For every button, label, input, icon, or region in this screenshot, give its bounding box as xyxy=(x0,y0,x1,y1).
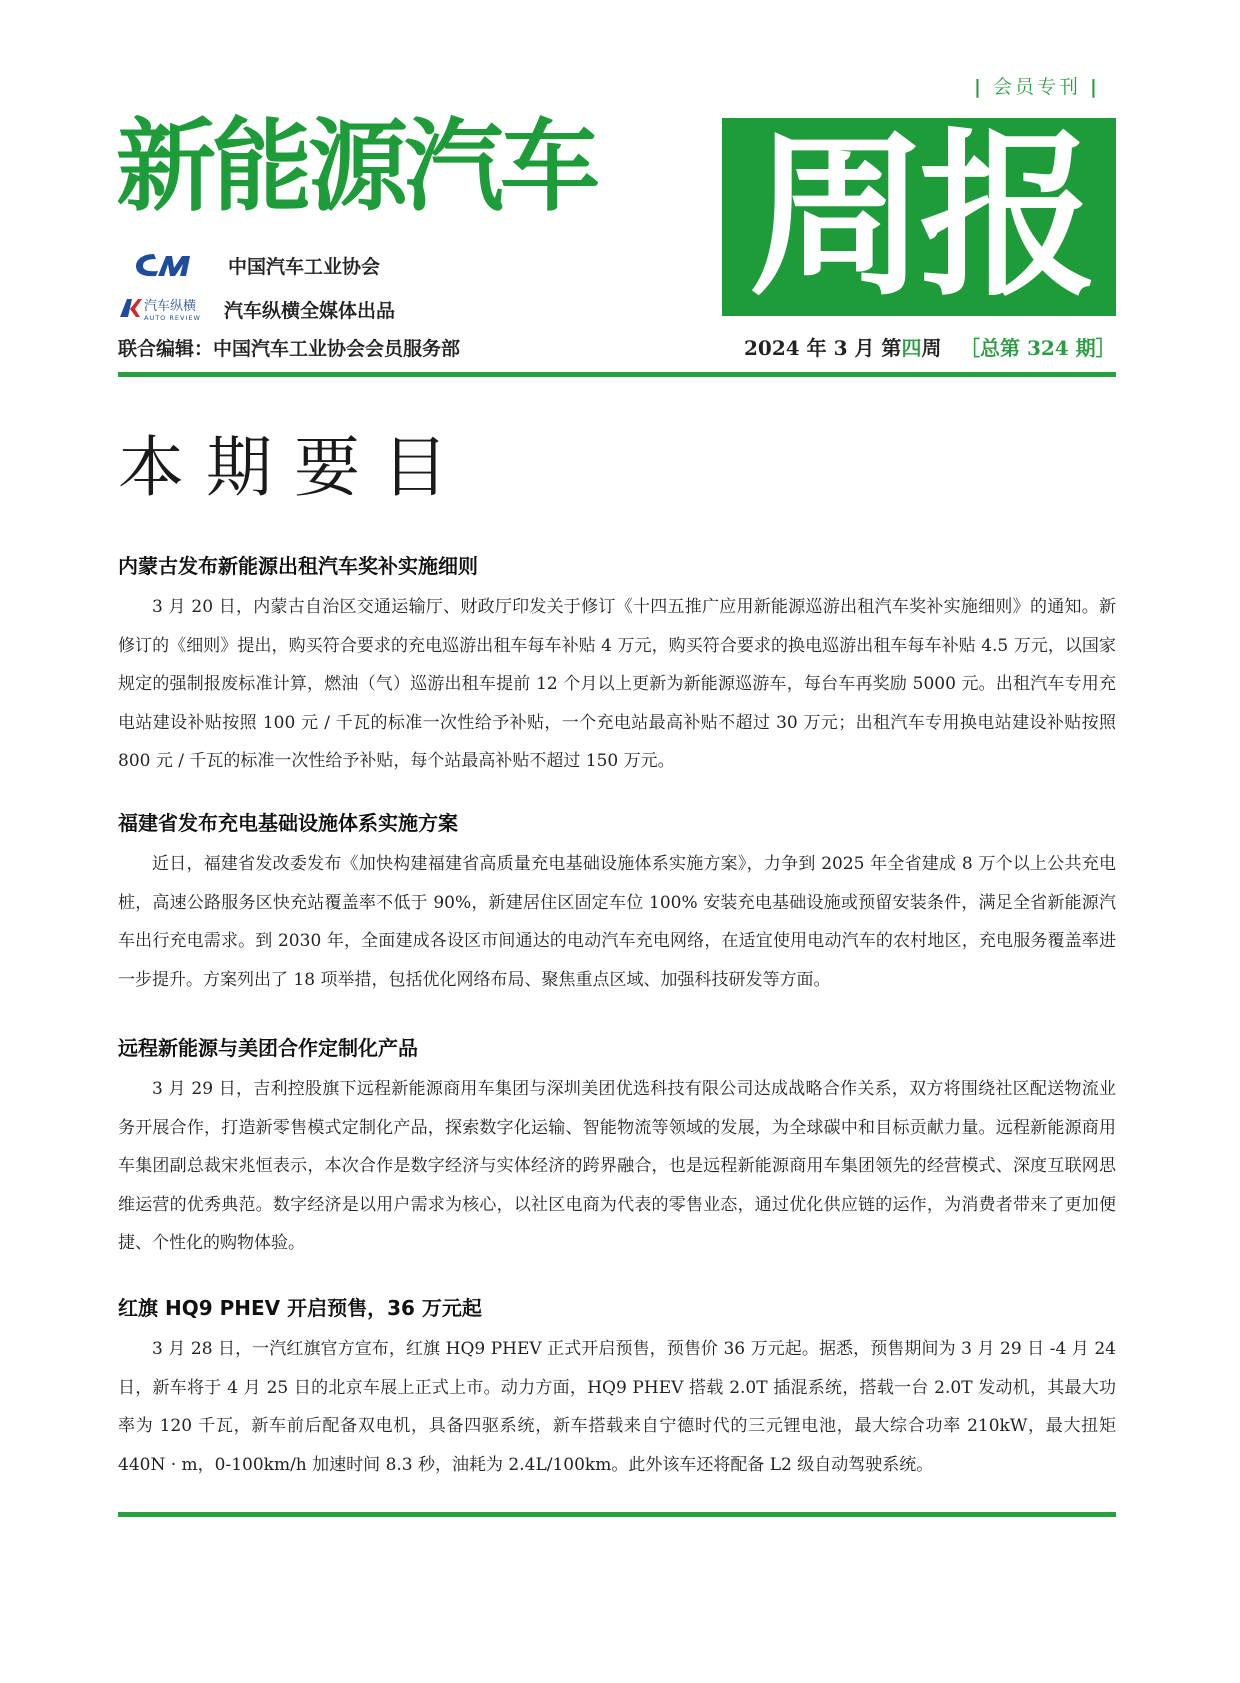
issue-date: 2024 年 3 月 第四周 xyxy=(744,336,942,360)
org-cam-name: 中国汽车工业协会 xyxy=(228,256,381,278)
org-ar-name: 汽车纵横全媒体出品 xyxy=(224,300,396,322)
co-editor: 联合编辑：中国汽车工业协会会员服务部 xyxy=(118,338,461,360)
auto-review-logo-icon xyxy=(118,295,216,323)
article-body: 3 月 20 日，内蒙古自治区交通运输厅、财政厅印发关于修订《十四五推广应用新能源巡游出租汽车奖补实施细则》的通知。新修订的《细则》提出，购买符合要求的充电巡游出租车每车补贴 4 万元，购买符合要求的换电巡游出租车每车补贴 4.5 万元，以国家规定的强制报废标准计算，燃油（气）巡游出租车提前 12 个月以上更新为新能源巡游车，每台车再奖励 5000 元。出租汽车专用充电站建设补贴按照 100 元 / 千瓦的标准一次性给予补贴，一个充电站最高补贴不超过 30 万元；出租汽车专用换电站建设补贴按照 800 元 / 千瓦的标准一次性给予补贴，每个站最高补贴不超过 150 万元。 xyxy=(118,597,1116,771)
member-label: | 会员专刊 | xyxy=(973,76,1100,98)
article-body: 近日，福建省发改委发布《加快构建福建省高质量充电基础设施体系实施方案》，力争到 2025 年全省建成 8 万个以上公共充电桩，高速公路服务区快充站覆盖率不低于 90%，新建居住区固定车位 100% 安装充电基础设施或预留安装条件，满足全省新能源汽车出行充电需求。到 2030 年，全面建成各设区市间通达的电动汽车充电网络，在适宜使用电动汽车的农村地区，充电服务覆盖率进一步提升。方案列出了 18 项举措，包括优化网络布局、聚焦重点区域、加强科技研发等方面。 xyxy=(118,854,1116,990)
footer-divider xyxy=(118,1512,1116,1517)
article xyxy=(118,1294,1116,1484)
article xyxy=(118,1034,1116,1263)
header-divider xyxy=(118,372,1116,377)
article-title: 内蒙古发布新能源出租汽车奖补实施细则 xyxy=(118,554,478,578)
issue-total: ［总第 324 期］ xyxy=(960,336,1116,360)
article-title: 红旗 HQ9 PHEV 开启预售，36 万元起 xyxy=(118,1296,482,1320)
article xyxy=(118,809,1116,999)
article-body: 3 月 28 日，一汽红旗官方宣布，红旗 HQ9 PHEV 正式开启预售，预售价 36 万元起。据悉，预售期间为 3 月 29 日 -4 月 24 日，新车将于 4 月 25 日的北京车展上正式上市。动力方面，HQ9 PHEV 搭载 2.0T 插混系统，搭载一台 2.0T 发动机，其最大功率为 120 千瓦，新车前后配备双电机，具备四驱系统，新车搭载来自宁德时代的三元锂电池，最大综合功率 210kW，最大扭矩 440N · m，0-100km/h 加速时间 8.3 秒，油耗为 2.4L/100km。此外该车还将配备 L2 级自动驾驶系统。 xyxy=(118,1339,1116,1475)
masthead-title: 新能源汽车 xyxy=(116,108,596,225)
article-title: 远程新能源与美团合作定制化产品 xyxy=(118,1036,418,1060)
article xyxy=(118,552,1116,781)
svg-text:汽车纵横: 汽车纵横 xyxy=(144,299,197,314)
svg-text:AUTO REVIEW: AUTO REVIEW xyxy=(144,314,201,322)
article-title: 福建省发布充电基础设施体系实施方案 xyxy=(118,811,458,835)
cam-logo-icon xyxy=(134,250,198,280)
toc-title: 本期要目 xyxy=(118,429,470,506)
article-body: 3 月 29 日，吉利控股旗下远程新能源商用车集团与深圳美团优选科技有限公司达成战略合作关系，双方将围绕社区配送物流业务开展合作，打造新零售模式定制化产品，探索数字化运输、智能物流等领域的发展，为全球碳中和目标贡献力量。远程新能源商用车集团副总裁宋兆恒表示，本次合作是数字经济与实体经济的跨界融合，也是远程新能源商用车集团领先的经营模式、深度互联网思维运营的优秀典范。数字经济是以用户需求为核心，以社区电商为代表的零售业态，通过优化供应链的运作，为消费者带来了更加便捷、个性化的购物体验。 xyxy=(118,1079,1116,1253)
masthead-zhoubao-block: 周报 xyxy=(722,118,1116,316)
